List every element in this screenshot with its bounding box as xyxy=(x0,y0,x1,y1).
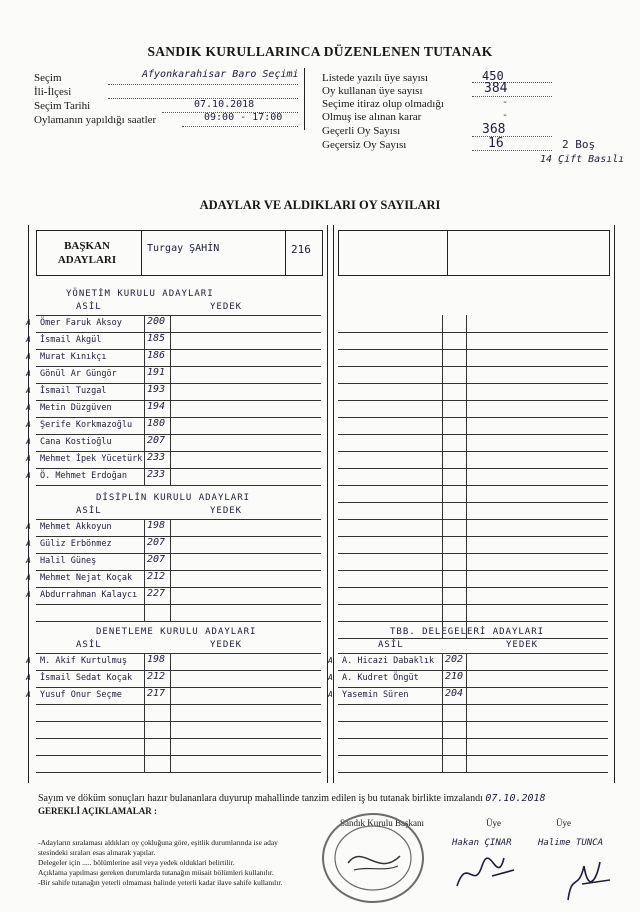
denetleme-col-divider xyxy=(170,653,171,772)
denetleme-candidate-votes: 212 xyxy=(147,671,166,682)
denetleme-col-divider xyxy=(144,653,145,772)
header-left xyxy=(32,68,305,130)
field-saat-label: Oylamanın yapıldığı saatler xyxy=(34,114,157,126)
denetleme-candidate-votes: 217 xyxy=(147,688,166,699)
baskan-box-right xyxy=(338,230,610,276)
yonetim-row-mark: A xyxy=(26,335,31,344)
empty-row xyxy=(338,604,608,622)
field-liste-label: Listede yazılı üye sayısı xyxy=(322,72,428,84)
yonetim-row-mark: A xyxy=(26,318,31,327)
yonetim-col-divider xyxy=(144,315,145,485)
disiplin-candidate-votes: 227 xyxy=(147,588,166,599)
disiplin-section xyxy=(26,493,321,623)
tbb-candidate-name: Yasemin Süren xyxy=(342,690,409,700)
tbb-asil-label: ASİL xyxy=(378,640,404,650)
empty-row xyxy=(338,621,608,639)
tbb-row xyxy=(338,721,608,739)
yonetim-row-mark: A xyxy=(26,403,31,412)
disiplin-row-mark: A xyxy=(26,522,31,531)
denetleme-section xyxy=(26,627,321,777)
empty-row xyxy=(338,468,608,486)
denetleme-row xyxy=(36,755,321,773)
header-right xyxy=(322,68,625,168)
disiplin-yedek-label: YEDEK xyxy=(210,506,243,516)
denetleme-candidate-votes: 198 xyxy=(147,654,166,665)
empty-row xyxy=(338,383,608,401)
tbb-row xyxy=(338,755,608,773)
yonetim-candidate-votes: 207 xyxy=(147,435,166,446)
yonetim-row-mark: A xyxy=(26,437,31,446)
section-title: ADAYLAR VE ALDIKLARI OY SAYILARI xyxy=(199,198,441,212)
footer-notes: -Adayların sıralaması aldıkları oy çokluğuna göre, eşitlik durumlarında ise aday stesindeki sıraları esas alınarak yapılar. Delegeler için ..... bölümlerine asil veya yedek olduklari belirtilir. Açıklama yapılması gereken durumlarda tutanağın müsait bölümleri kullanılır. -Bir sahife tutanağın yeterli olmaması halinde yeterli kadar ilave sahife kullanılır. xyxy=(38,838,283,887)
yonetim-title: YÖNETİM KURULU ADAYLARI xyxy=(66,289,214,299)
field-gecersiz-value: 16 xyxy=(488,136,504,151)
yonetim-candidate-name: Cana Kostioğlu xyxy=(40,437,112,447)
yonetim-candidate-votes: 200 xyxy=(147,316,166,327)
yonetim-row-mark: A xyxy=(26,386,31,395)
yonetim-row-mark: A xyxy=(26,454,31,463)
yonetim-candidate-votes: 233 xyxy=(147,469,166,480)
empty-row xyxy=(338,519,608,537)
field-itiraz-value: - xyxy=(502,97,509,108)
denetleme-row-mark: A xyxy=(26,656,31,665)
empty-row xyxy=(338,536,608,554)
signature-uye1 xyxy=(452,846,522,896)
field-oy-kullanan-value: 384 xyxy=(484,81,508,96)
denetleme-title: DENETLEME KURULU ADAYLARI xyxy=(96,627,257,637)
denetleme-candidate-name: M. Akif Kurtulmuş xyxy=(40,656,127,666)
tbb-col-divider xyxy=(466,653,467,772)
yonetim-row-mark: A xyxy=(26,471,31,480)
field-liste-value: 450 xyxy=(482,69,504,83)
disiplin-row-mark: A xyxy=(26,539,31,548)
empty-row xyxy=(338,485,608,503)
disiplin-candidate-name: Halil Güneş xyxy=(40,556,97,566)
empty-row xyxy=(338,349,608,367)
empty-row xyxy=(338,332,608,350)
tbb-row-mark: A xyxy=(328,690,333,699)
tbb-yedek-label: YEDEK xyxy=(506,640,539,650)
empty-row xyxy=(338,434,608,452)
baskan-label: BAŞKAN ADAYLARI xyxy=(57,240,117,266)
disiplin-row-mark: A xyxy=(26,573,31,582)
tbb-section xyxy=(328,627,608,777)
yonetim-candidate-name: Gönül Ar Güngör xyxy=(40,369,117,379)
empty-row xyxy=(338,502,608,520)
yonetim-candidate-name: Metin Düzgüven xyxy=(40,403,112,413)
document-title: SANDIK KURULLARINCA DÜZENLENEN TUTANAK xyxy=(147,44,493,59)
empty-col-divider xyxy=(442,315,443,638)
denetleme-candidate-name: Yusuf Onur Seçme xyxy=(40,690,122,700)
yonetim-candidate-votes: 193 xyxy=(147,384,166,395)
right-empty-grid xyxy=(338,289,608,619)
disiplin-row-mark: A xyxy=(26,556,31,565)
footer-date: 07.10.2018 xyxy=(485,793,546,804)
field-karar-value: - xyxy=(502,110,509,121)
yonetim-section xyxy=(26,289,321,487)
official-stamp xyxy=(318,808,428,908)
empty-row xyxy=(338,451,608,469)
disiplin-candidate-votes: 207 xyxy=(147,554,166,565)
field-karar-label: Olmuş ise alınan karar xyxy=(322,111,422,123)
yonetim-candidate-name: Şerife Korkmazoğlu xyxy=(40,420,133,430)
disiplin-row xyxy=(36,604,321,622)
yonetim-candidate-name: Ö. Mehmet Erdoğan xyxy=(40,471,127,481)
denetleme-row-mark: A xyxy=(26,673,31,682)
baskan-name: Turgay ŞAHİN xyxy=(147,243,220,254)
tbb-candidate-votes: 210 xyxy=(445,671,464,682)
yonetim-asil-label: ASİL xyxy=(76,302,102,312)
uye1-name: Hakan ÇINAR xyxy=(452,838,512,848)
gerekli-label: GEREKLİ AÇIKLAMALAR : xyxy=(38,806,158,816)
tbb-row-mark: A xyxy=(328,673,333,682)
tbb-candidate-name: A. Hicazi Dabaklık xyxy=(342,656,435,666)
yonetim-yedek-label: YEDEK xyxy=(210,302,243,312)
field-oy-kullanan-label: Oy kullanan üye sayısı xyxy=(322,85,423,97)
footer-statement: Sayım ve döküm sonuçları hazır bulananlara duyurup mahallinde tanzim edilen iş bu tutanak birlikte imzalandı 07.10.2018 xyxy=(38,793,546,804)
tbb-candidate-votes: 204 xyxy=(445,688,464,699)
uye2-name: Halime TUNCA xyxy=(538,838,604,848)
note-bos: 2 Boş xyxy=(562,138,596,151)
yonetim-candidate-votes: 233 xyxy=(147,452,166,463)
disiplin-candidate-votes: 207 xyxy=(147,537,166,548)
field-secim-value: Afyonkarahisar Baro Seçimi xyxy=(142,69,299,80)
signature-uye2 xyxy=(560,852,620,907)
yonetim-col-divider xyxy=(170,315,171,485)
tbb-candidate-name: A. Kudret Öngüt xyxy=(342,673,419,683)
yonetim-candidate-name: İsmail Akgül xyxy=(40,335,102,345)
yonetim-row-mark: A xyxy=(26,352,31,361)
field-saat-value: 09:00 - 17:00 xyxy=(204,112,283,123)
yonetim-candidate-name: Ömer Faruk Aksoy xyxy=(40,318,122,328)
uye2-label: Üye xyxy=(556,818,571,828)
disiplin-row-mark: A xyxy=(26,590,31,599)
empty-row xyxy=(338,400,608,418)
field-tarih-label: Seçim Tarihi xyxy=(34,100,91,112)
yonetim-candidate-name: Murat Kınıkçı xyxy=(40,352,107,362)
tbb-row xyxy=(338,738,608,756)
disiplin-asil-label: ASİL xyxy=(76,506,102,516)
empty-row xyxy=(338,417,608,435)
denetleme-yedek-label: YEDEK xyxy=(210,640,243,650)
empty-row xyxy=(338,553,608,571)
disiplin-candidate-votes: 198 xyxy=(147,520,166,531)
field-secim-label: Seçim xyxy=(34,72,62,84)
disiplin-col-divider xyxy=(170,519,171,621)
yonetim-candidate-votes: 186 xyxy=(147,350,166,361)
yonetim-candidate-name: Mehmet İpek Yücetürk xyxy=(40,454,143,464)
yonetim-row-mark: A xyxy=(26,369,31,378)
empty-col-divider xyxy=(466,315,467,638)
denetleme-row-mark: A xyxy=(26,690,31,699)
tbb-col-divider xyxy=(442,653,443,772)
disiplin-candidate-name: Mehmet Nejat Koçak xyxy=(40,573,133,583)
denetleme-row xyxy=(36,721,321,739)
uye1-label: Üye xyxy=(486,818,501,828)
note-cift: 14 Çift Basılı xyxy=(540,154,625,165)
disiplin-candidate-name: Güliz Erbönmez xyxy=(40,539,112,549)
yonetim-candidate-votes: 194 xyxy=(147,401,166,412)
tbb-row-mark: A xyxy=(328,656,333,665)
disiplin-candidate-name: Mehmet Akkoyun xyxy=(40,522,112,532)
empty-row xyxy=(338,366,608,384)
field-gecersiz-label: Geçersiz Oy Sayısı xyxy=(322,139,407,151)
disiplin-candidate-votes: 212 xyxy=(147,571,166,582)
field-itiraz-label: Seçime itiraz olup olmadığı xyxy=(322,98,444,110)
empty-row xyxy=(338,587,608,605)
baskan-votes: 216 xyxy=(291,243,311,256)
empty-row xyxy=(338,570,608,588)
denetleme-candidate-name: İsmail Sedat Koçak xyxy=(40,673,133,683)
field-gecerli-label: Geçerli Oy Sayısı xyxy=(322,125,401,137)
field-tarih-value: 07.10.2018 xyxy=(194,99,255,110)
denetleme-row xyxy=(36,704,321,722)
disiplin-col-divider xyxy=(144,519,145,621)
yonetim-candidate-votes: 191 xyxy=(147,367,166,378)
baskan-sign-label: Sandık Kurulu Başkanı xyxy=(340,818,424,828)
field-gecerli-value: 368 xyxy=(482,122,506,137)
denetleme-asil-label: ASİL xyxy=(76,640,102,650)
yonetim-candidate-votes: 185 xyxy=(147,333,166,344)
disiplin-title: DİSİPLİN KURULU ADAYLARI xyxy=(96,493,251,503)
yonetim-candidate-name: İsmail Tuzgal xyxy=(40,386,107,396)
denetleme-row xyxy=(36,738,321,756)
tbb-row xyxy=(338,704,608,722)
tbb-candidate-votes: 202 xyxy=(445,654,464,665)
baskan-box xyxy=(36,230,323,276)
tbb-title: TBB. DELEGELERİ ADAYLARI xyxy=(390,627,545,637)
empty-row xyxy=(338,315,608,333)
disiplin-candidate-name: Abdurrahman Kalaycı xyxy=(40,590,138,600)
field-il-label: İli-İlçesi xyxy=(34,86,72,98)
yonetim-candidate-votes: 180 xyxy=(147,418,166,429)
yonetim-row-mark: A xyxy=(26,420,31,429)
